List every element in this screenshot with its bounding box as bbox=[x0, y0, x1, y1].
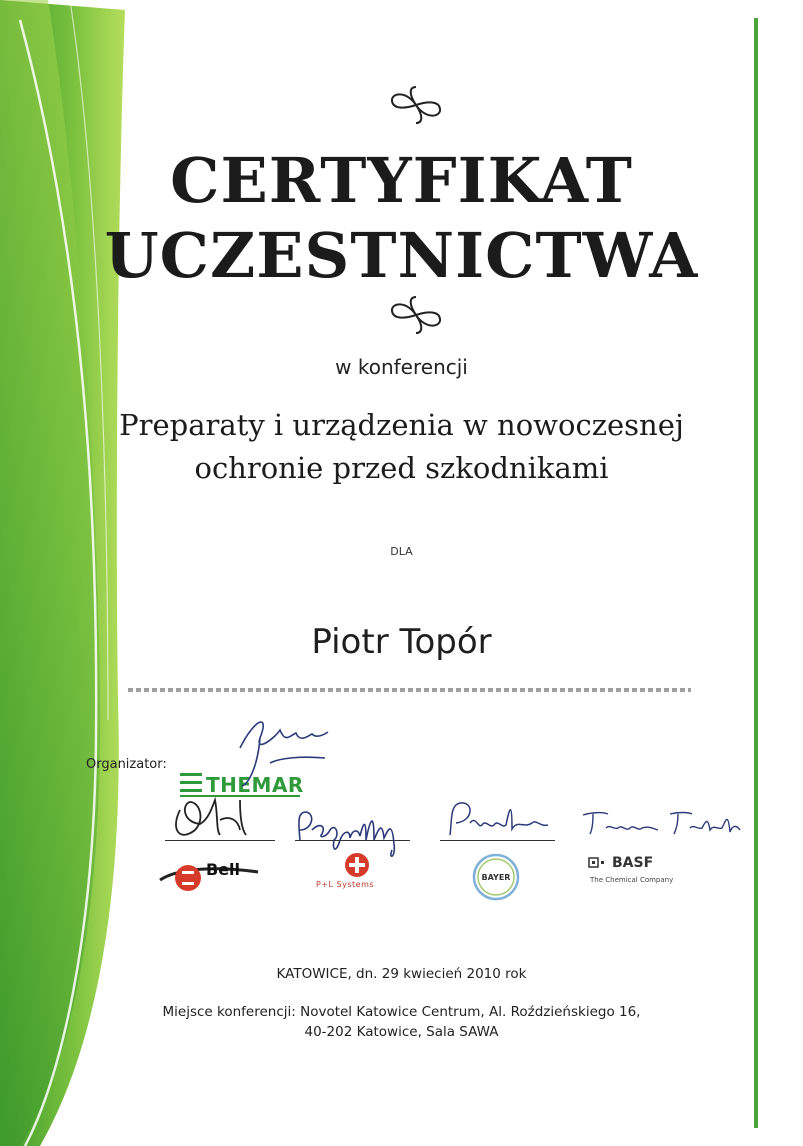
organizer-label: Organizator: bbox=[86, 757, 167, 772]
basf-tagline: The Chemical Company bbox=[590, 876, 674, 884]
ornament-top-icon bbox=[386, 85, 446, 125]
pl-systems-logo-text: P+L Systems bbox=[316, 880, 375, 889]
basf-logo-mark bbox=[588, 856, 614, 870]
bayer-logo-mark bbox=[472, 853, 520, 901]
conference-title-line-2: ochronie przed szkodnikami bbox=[194, 451, 609, 485]
date-line: KATOWICE, dn. 29 kwiecień 2010 rok bbox=[276, 966, 527, 982]
dotted-separator bbox=[128, 688, 691, 692]
basf-logo-text: BASF bbox=[612, 855, 654, 871]
pl-systems-logo-mark bbox=[312, 852, 402, 878]
signature-basf bbox=[578, 800, 743, 845]
signature-line-3 bbox=[440, 840, 555, 841]
venue-line-1: Miejsce konferencji: Novotel Katowice Centrum, Al. Roździeńskiego 16, bbox=[162, 1004, 641, 1020]
signature-organizer bbox=[230, 708, 340, 788]
signature-pl-systems bbox=[292, 800, 412, 860]
venue-line-2: 40-202 Katowice, Sala SAWA bbox=[304, 1024, 499, 1040]
themar-logo-text: THEMAR bbox=[206, 773, 304, 797]
conference-title-line-1: Preparaty i urządzenia w nowoczesnej bbox=[119, 408, 684, 442]
bayer-logo bbox=[472, 853, 520, 901]
bell-logo bbox=[158, 858, 268, 892]
bayer-logo-text: BAYER bbox=[481, 873, 511, 882]
bell-logo-text: Bell bbox=[206, 860, 241, 879]
pl-systems-logo bbox=[312, 852, 402, 894]
signature-line-2 bbox=[295, 840, 410, 841]
intro-text: w konferencji bbox=[335, 355, 468, 379]
title-line-2: UCZESTNICTWA bbox=[104, 219, 699, 292]
ornament-bottom-icon bbox=[386, 295, 446, 335]
signature-bayer bbox=[440, 795, 560, 845]
signature-line-1 bbox=[165, 840, 275, 841]
participant-name: Piotr Topór bbox=[311, 622, 492, 662]
basf-logo bbox=[588, 856, 688, 890]
for-label: DLA bbox=[390, 545, 413, 558]
title-line-1: CERTYFIKAT bbox=[170, 144, 633, 217]
